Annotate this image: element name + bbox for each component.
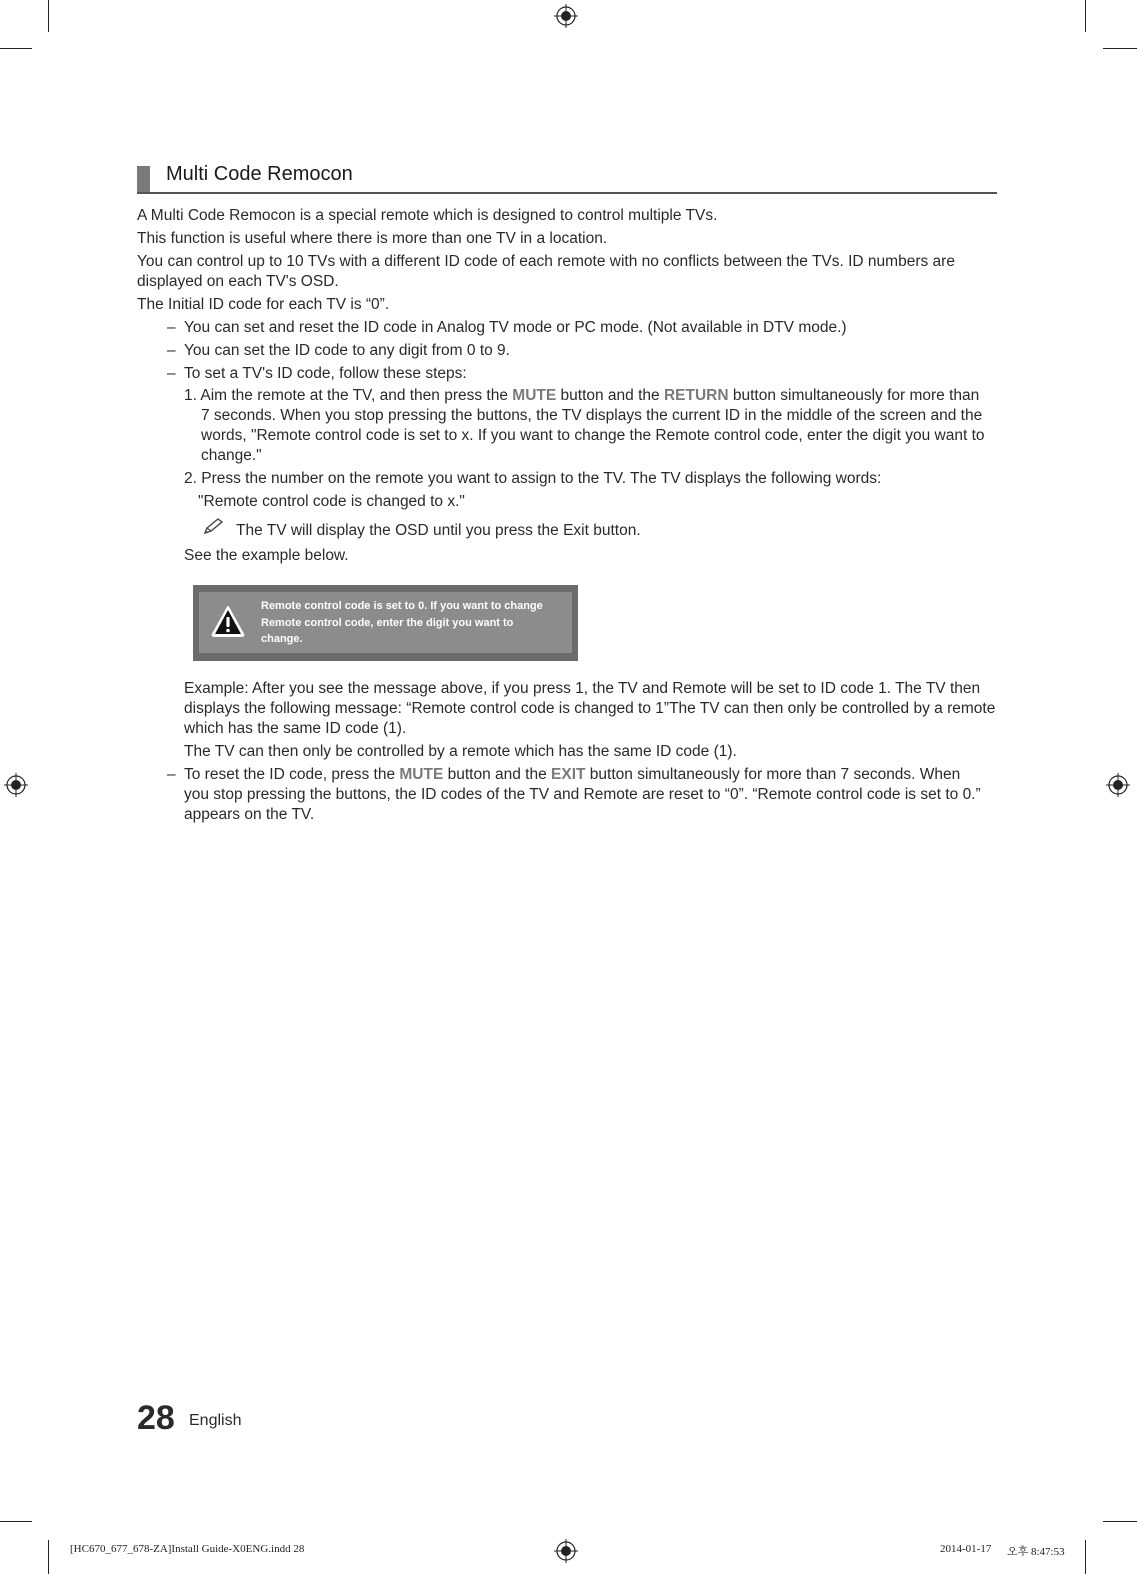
crop-mark [48,0,49,32]
bullet-dash: – [167,766,176,783]
step-1-continuation: change." [201,447,262,464]
crop-mark [1103,48,1137,49]
step-1-prefix: 1. Aim the remote at the TV, and then press the [184,387,513,404]
crop-mark [1103,1521,1137,1522]
step-2-quote: "Remote control code is changed to x." [198,493,465,510]
example-line: displays the following message: “Remote control code is changed to 1”The TV can then only be controlled by a remote [184,700,996,717]
pencil-note-icon [202,518,226,536]
intro-line: This function is useful where there is more than one TV in a location. [137,230,608,247]
note-text: The TV will display the OSD until you press the Exit button. [236,522,641,539]
bullet-text: You can set and reset the ID code in Analog TV mode or PC mode. (Not available in DTV mode.) [184,319,847,336]
registration-mark-icon [554,4,578,28]
osd-message-text [261,598,561,648]
bullet-dash: – [167,342,176,359]
mute-key-label: MUTE [399,766,444,783]
page-number: 28 [137,1399,175,1437]
example-line: The TV can then only be controlled by a remote which has the same ID code (1). [184,743,737,760]
registration-mark-icon [1106,773,1130,797]
step-1-continuation: 7 seconds. When you stop pressing the buttons, the TV displays the current ID in the middle of the screen and the [201,407,983,424]
intro-line: displayed on each TV's OSD. [137,273,339,290]
see-example-text: See the example below. [184,547,349,564]
intro-line: A Multi Code Remocon is a special remote which is designed to control multiple TVs. [137,207,718,224]
reset-continuation: you stop pressing the buttons, the ID codes of the TV and Remote are reset to “0”. “Remote control code is set to 0.” [184,786,981,803]
reset-prefix: To reset the ID code, press the [184,766,400,783]
example-line: Example: After you see the message above, if you press 1, the TV and Remote will be set to ID code 1. The TV then [184,680,981,697]
crop-mark [1085,1540,1086,1574]
reset-continuation: appears on the TV. [184,806,315,823]
bullet-dash: – [167,365,176,382]
step-1-continuation: words, "Remote control code is set to x. If you want to change the Remote control code, enter the digit you want to [201,427,985,444]
osd-line: change. [261,633,303,645]
bullet-dash: – [167,319,176,336]
page-language: English [189,1412,242,1429]
section-title: Multi Code Remocon [166,163,353,185]
bullet-text: You can set the ID code to any digit from 0 to 9. [184,342,510,359]
osd-line: Remote control code is set to 0. If you want to change [261,600,543,612]
section-marker [137,166,150,192]
crop-mark [0,1521,32,1522]
warning-icon [211,605,245,637]
exit-key-label: EXIT [551,766,586,783]
reset-suffix: button simultaneously for more than 7 seconds. When [585,766,961,783]
crop-mark [1085,0,1086,32]
intro-line: The Initial ID code for each TV is “0”. [137,296,390,313]
reset-line [184,765,960,785]
footer-date: 2014-01-17 [940,1543,992,1555]
return-key-label: RETURN [663,387,729,404]
mute-key-label: MUTE [512,387,557,404]
step-1-mid: button and the [556,387,664,404]
reset-mid: button and the [443,766,552,783]
example-line: which has the same ID code (1). [184,720,407,737]
step-1-suffix: button simultaneously for more than [728,387,980,404]
crop-mark [48,1540,49,1574]
section-divider [137,192,997,194]
footer-time: 오후 8:47:53 [1007,1546,1065,1558]
registration-mark-icon [554,1539,578,1563]
crop-mark [0,48,32,49]
intro-line: You can control up to 10 TVs with a different ID code of each remote with no conflicts between the TVs. ID numbers are [137,253,955,270]
step-2-line: 2. Press the number on the remote you want to assign to the TV. The TV displays the following words: [184,470,882,487]
bullet-text: To set a TV's ID code, follow these steps: [184,365,467,382]
registration-mark-icon [4,773,28,797]
footer-file-name: [HC670_677_678-ZA]Install Guide-X0ENG.indd 28 [70,1543,305,1555]
step-1-line [184,386,979,406]
osd-line: Remote control code, enter the digit you want to [261,616,514,629]
